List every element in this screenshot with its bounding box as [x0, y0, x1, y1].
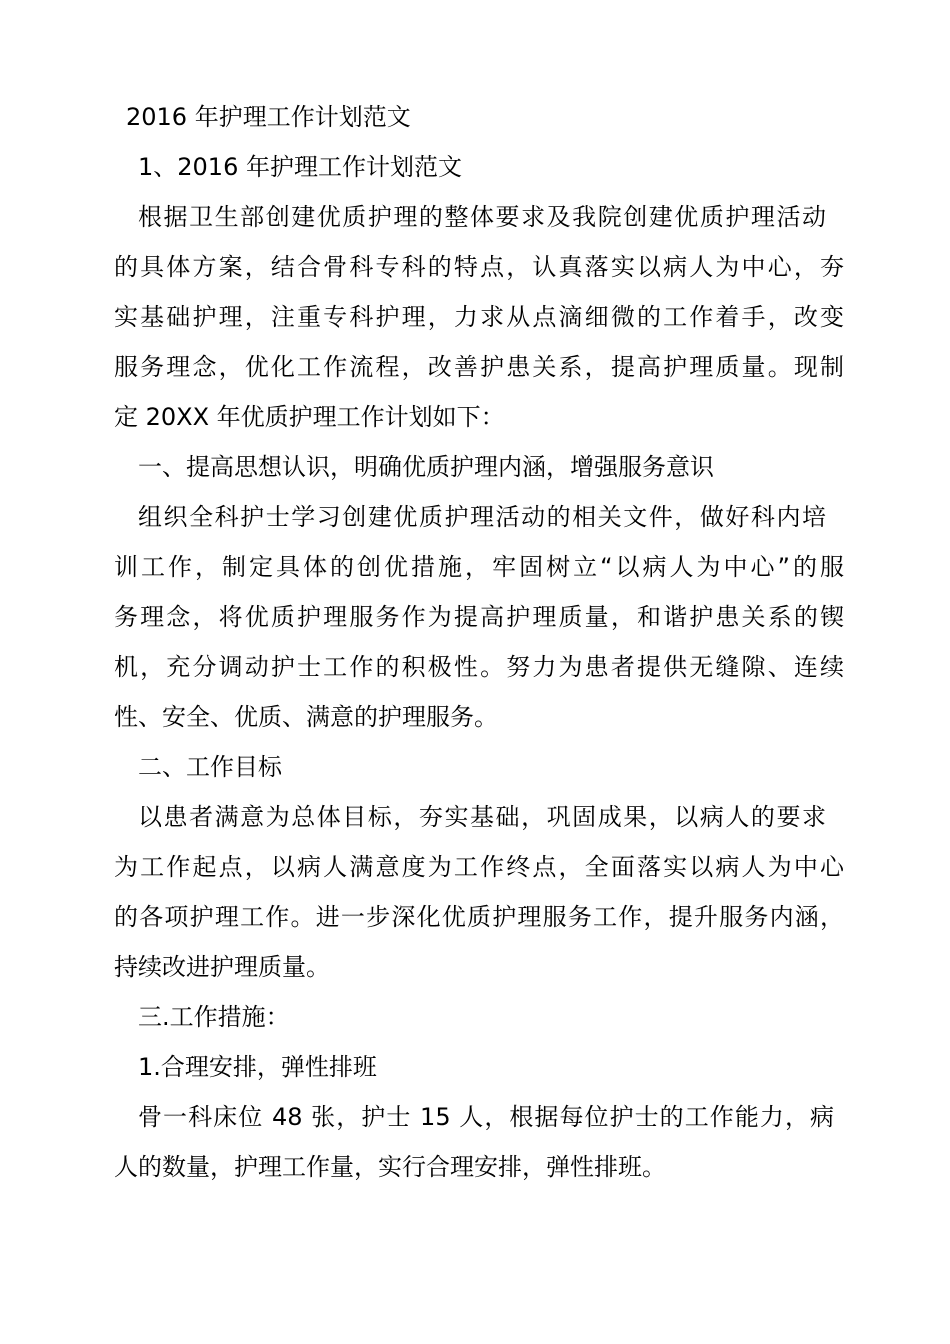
section-1-line-1: 组织全科护士学习创建优质护理活动的相关文件，做好科内培 — [138, 503, 826, 531]
doc-title: 2016 年护理工作计划范文 — [126, 103, 411, 131]
section-1-line-5: 性、安全、优质、满意的护理服务。 — [114, 703, 498, 731]
intro-line-3: 实基础护理，注重专科护理，力求从点滴细微的工作着手，改变 — [114, 303, 844, 331]
intro-line-1: 根据卫生部创建优质护理的整体要求及我院创建优质护理活动 — [138, 203, 826, 231]
section-1-line-2: 训工作，制定具体的创优措施，牢固树立“以病人为中心”的服 — [114, 553, 844, 581]
intro-line-5: 定 20XX 年优质护理工作计划如下： — [114, 403, 505, 431]
section-2-line-3: 的各项护理工作。进一步深化优质护理服务工作，提升服务内涵， — [114, 903, 844, 931]
subsection-1-line-1: 骨一科床位 48 张，护士 15 人，根据每位护士的工作能力，病 — [138, 1103, 834, 1131]
section-2-line-1: 以患者满意为总体目标，夯实基础，巩固成果，以病人的要求 — [138, 803, 826, 831]
intro-line-2: 的具体方案，结合骨科专科的特点，认真落实以病人为中心，夯 — [114, 253, 844, 281]
section-3-title: 三.工作措施： — [138, 1003, 290, 1031]
section-1-line-3: 务理念，将优质护理服务作为提高护理质量，和谐护患关系的锲 — [114, 603, 844, 631]
section-1-line-4: 机，充分调动护士工作的积极性。努力为患者提供无缝隙、连续 — [114, 653, 844, 681]
heading-1: 1、2016 年护理工作计划范文 — [138, 153, 462, 181]
section-2-line-4: 持续改进护理质量。 — [114, 953, 330, 981]
section-2-line-2: 为工作起点，以病人满意度为工作终点，全面落实以病人为中心 — [114, 853, 844, 881]
subsection-1-line-2: 人的数量，护理工作量，实行合理安排，弹性排班。 — [114, 1153, 666, 1181]
section-1-title: 一、提高思想认识，明确优质护理内涵，增强服务意识 — [138, 453, 714, 481]
subsection-1-title: 1.合理安排，弹性排班 — [138, 1053, 377, 1081]
intro-line-4: 服务理念，优化工作流程，改善护患关系，提高护理质量。现制 — [114, 353, 844, 381]
section-2-title: 二、工作目标 — [138, 753, 282, 781]
